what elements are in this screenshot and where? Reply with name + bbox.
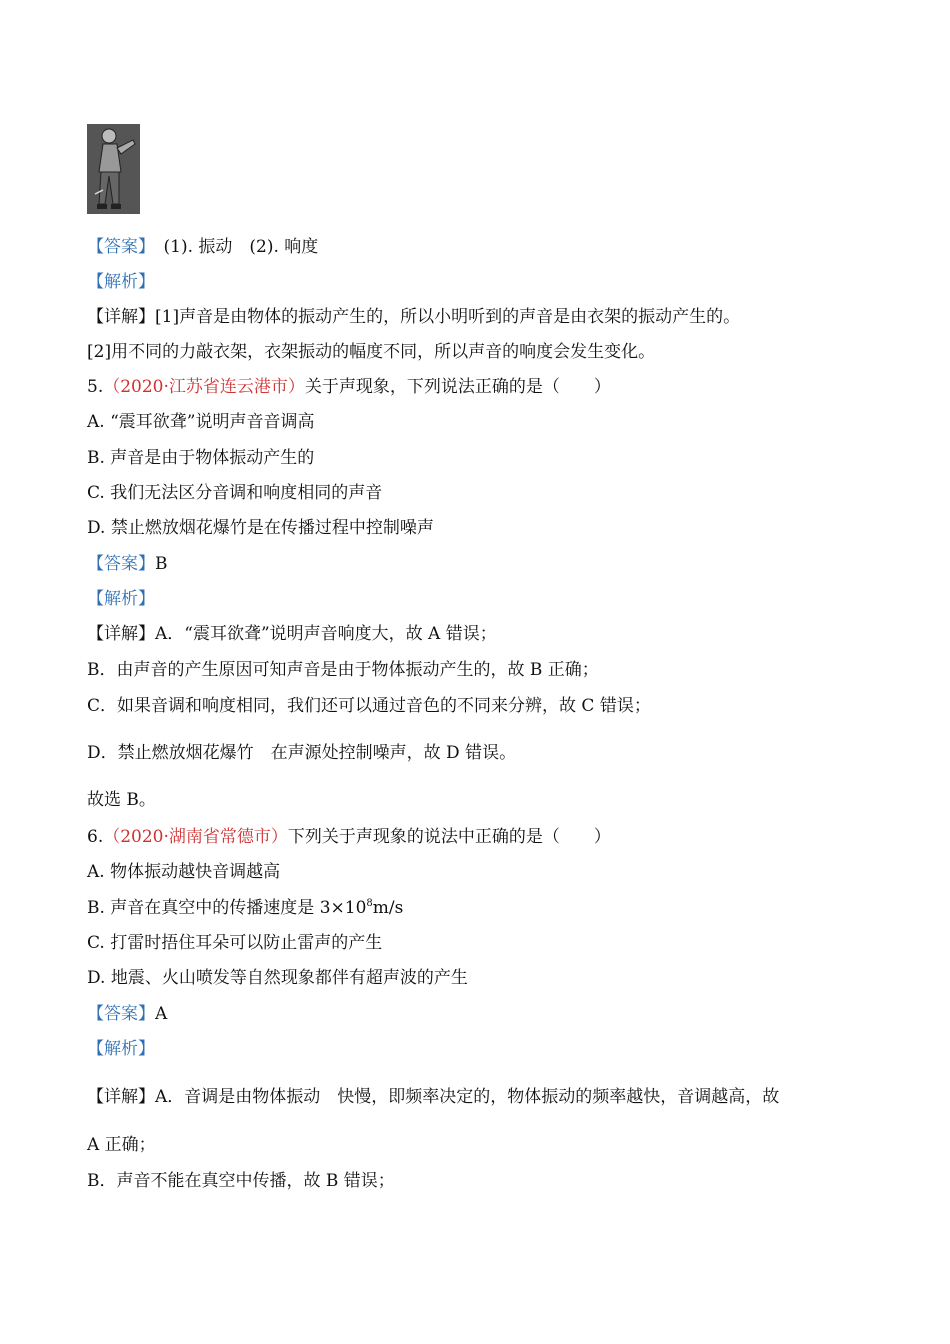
q4-analysis-line	[87, 270, 155, 294]
question-stem: 下列关于声现象的说法中正确的是（ ）	[287, 827, 611, 847]
man-with-hanger-illustration	[87, 124, 140, 214]
q5-answer-line	[87, 552, 168, 576]
answer-tag: 【答案】	[87, 554, 155, 574]
exponent: 8	[366, 898, 373, 909]
q6-detail-a-1	[87, 1085, 779, 1109]
q5-analysis-line	[87, 587, 155, 611]
answer-tag: 【答案】	[87, 237, 147, 257]
q5-detail-b: B．由声音的产生原因可知声音是由于物体振动产生的，故 B 正确；	[87, 660, 599, 680]
unit: m/s	[372, 898, 404, 918]
analysis-tag: 【解析】	[87, 1039, 155, 1059]
q5-detail-d: D．禁止燃放烟花爆竹 在声源处控制噪声，故 D 错误。	[87, 743, 517, 763]
question-source: （2020·湖南省常德市）	[103, 827, 288, 847]
q5-detail-a	[87, 622, 497, 646]
detail-text: A．音调是由物体振动 快慢，即频率决定的，物体振动的频率越快，音调越高，故	[155, 1087, 780, 1107]
q6-detail-b: B．声音不能在真空中传播，故 B 错误；	[87, 1171, 395, 1191]
analysis-tag: 【解析】	[87, 589, 155, 609]
q4-detail-2: [2]用不同的力敲衣架，衣架振动的幅度不同，所以声音的响度会发生变化。	[87, 342, 656, 362]
detail-tag: 【详解】	[87, 307, 155, 327]
q6-option-a: A. 物体振动越快音调越高	[87, 862, 281, 882]
q5-option-d: D. 禁止燃放烟花爆竹是在传播过程中控制噪声	[87, 518, 434, 538]
answer-value: A	[155, 1004, 168, 1024]
question-number: 5.	[87, 377, 104, 397]
answer-tag: 【答案】	[87, 1004, 155, 1024]
q5-option-c: C. 我们无法区分音调和响度相同的声音	[87, 483, 383, 503]
q6-option-c: C. 打雷时捂住耳朵可以防止雷声的产生	[87, 933, 383, 953]
q4-detail-1	[87, 305, 740, 329]
q6-option-d: D. 地震、火山喷发等自然现象都伴有超声波的产生	[87, 968, 468, 988]
figure-drawing	[87, 124, 140, 214]
q5-option-a: A. “震耳欲聋”说明声音音调高	[87, 412, 315, 432]
detail-tag: 【详解】	[87, 624, 155, 644]
detail-tag: 【详解】	[87, 1087, 155, 1107]
question-stem: 关于声现象，下列说法正确的是（ ）	[304, 377, 611, 397]
answer-text: (1). 振动 (2). 响度	[146, 237, 319, 257]
q6-answer-line	[87, 1002, 167, 1026]
detail-text: A．“震耳欲聋”说明声音响度大，故 A 错误；	[155, 624, 497, 644]
analysis-tag: 【解析】	[87, 272, 155, 292]
q5-conclusion: 故选 B。	[87, 790, 156, 810]
q5-option-b: B. 声音是由于物体振动产生的	[87, 448, 315, 468]
q6-analysis-line	[87, 1037, 155, 1061]
answer-value: B	[155, 554, 168, 574]
q6-stem-line	[87, 825, 611, 849]
question-number: 6.	[87, 827, 104, 847]
option-b-text: B. 声音在真空中的传播速度是 3×10	[87, 898, 367, 918]
detail-text: [1]声音是由物体的振动产生的，所以小明听到的声音是由衣架的振动产生的。	[155, 307, 741, 327]
q6-detail-a-2: A 正确；	[87, 1135, 156, 1155]
q5-detail-c: C．如果音调和响度相同，我们还可以通过音色的不同来分辨，故 C 错误；	[87, 696, 651, 716]
q4-answer-line	[87, 235, 318, 259]
q6-option-b	[87, 896, 403, 920]
question-source: （2020·江苏省连云港市）	[103, 377, 305, 397]
q5-stem-line	[87, 375, 611, 399]
